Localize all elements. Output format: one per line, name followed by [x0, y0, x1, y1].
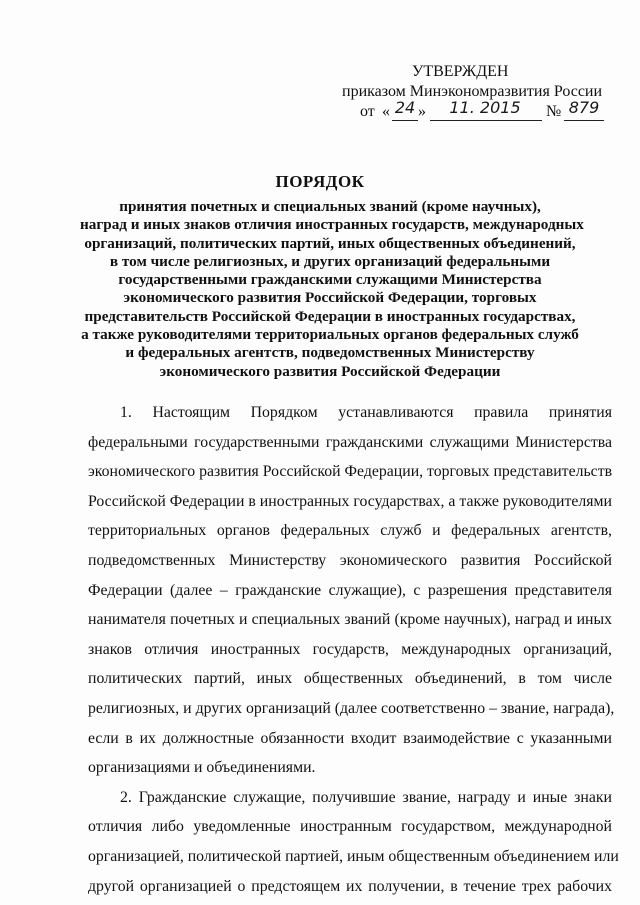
subtitle-line: государственными гражданскими служащими Министерства: [118, 271, 542, 289]
number-underline: [564, 120, 604, 121]
paragraph-line: территориальных органов федеральных служб и федеральных агентств,: [88, 522, 612, 540]
paragraph-line: если в их должностные обязанности входит взаимодействие с указанными: [88, 729, 612, 747]
paragraph-line: политических партий, иных общественных объединений, в том числе: [88, 670, 612, 688]
subtitle-line: и федеральных агентств, подведомственных Министерству: [125, 344, 535, 362]
number-sign: №: [546, 103, 562, 120]
paragraph-line: федеральными государственными гражданскими служащими Министерства: [88, 433, 612, 451]
handwritten-day: 24: [394, 98, 416, 117]
subtitle-line: экономического развития Российской Федерации, торговых: [123, 289, 537, 307]
paragraph-line: другой организацией о предстоящем их получении, в течение трех рабочих: [88, 877, 612, 895]
paragraph-line: нанимателя почетных и специальных званий (кроме научных), наград и иных: [88, 611, 612, 629]
paragraph-line: знаков отличия иностранных государств, международных организаций,: [88, 640, 612, 658]
paragraph-line: Российской Федерации в иностранных государствах, а также руководителями: [88, 492, 612, 510]
paragraph-line: организациями и объединениями.: [88, 759, 316, 777]
paragraph-line: 1. Настоящим Порядком устанавливаются правила принятия: [120, 404, 612, 421]
from-label: от: [360, 103, 375, 120]
paragraph-1: [88, 398, 615, 783]
approval-order-text: приказом Минэкономразвития России: [342, 83, 603, 100]
approval-title: УТВЕРЖДЕН: [412, 63, 509, 80]
subtitle-line: а также руководителями территориальных органов федеральных служб: [81, 326, 579, 344]
day-underline: [392, 120, 418, 121]
paragraph-line: экономического развития Российской Федерации, торговых представительств: [88, 463, 613, 481]
handwritten-number: 879: [568, 98, 600, 117]
quote-open: «: [382, 103, 390, 120]
document-body: [88, 398, 619, 901]
subtitle-line: экономического развития Российской Федерации: [159, 362, 501, 380]
document-title: ПОРЯДОК: [275, 172, 365, 191]
paragraph-line: 2. Гражданские служащие, получившие звание, награду и иные знаки: [120, 788, 612, 806]
approval-date-line: [360, 98, 605, 124]
subtitle-line: в том числе религиозных, и других организаций федеральными: [109, 252, 551, 270]
paragraph-line: религиозных, и других организаций (далее соответственно – звание, награда),: [88, 699, 615, 717]
subtitle-line: организаций, политических партий, иных общественных объединений,: [84, 234, 576, 252]
paragraph-line: Федерации (далее – гражданские служащие), с разрешения представителя: [88, 581, 612, 599]
date-underline: [430, 120, 542, 121]
subtitle-line: принятия почетных и специальных званий (кроме научных),: [119, 198, 541, 215]
subtitle-line: представительств Российской Федерации в иностранных государствах,: [84, 307, 576, 325]
handwritten-date: 11. 2015: [449, 98, 521, 117]
document-subtitle: [80, 198, 584, 381]
paragraph-line: подведомственных Министерству экономического развития Российской: [88, 551, 612, 569]
paragraph-2: [88, 783, 619, 901]
quote-close: »: [418, 103, 426, 120]
paragraph-line: отличия либо уведомленные иностранным государством, международной: [88, 818, 612, 836]
paragraph-line: организацией, политической партией, иным общественным объединением или: [88, 847, 619, 865]
subtitle-line: наград и иных знаков отличия иностранных государств, международных: [80, 216, 584, 234]
